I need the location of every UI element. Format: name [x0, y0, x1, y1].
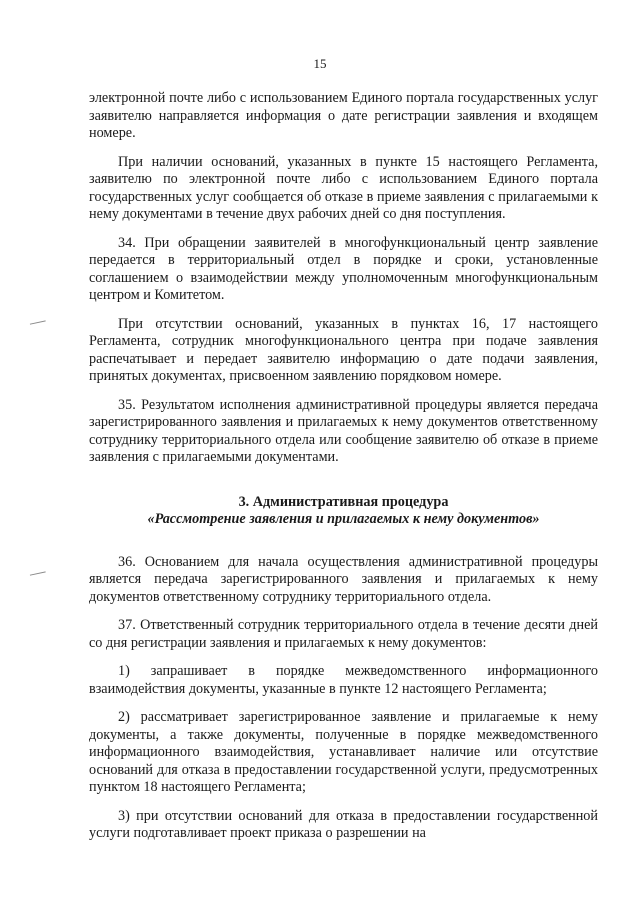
page-number: 15	[313, 56, 327, 71]
section-heading-title: 3. Административная процедура	[238, 493, 449, 510]
section-heading	[89, 494, 598, 529]
paragraph: При наличии оснований, указанных в пункте 15 настоящего Регламента, заявителю по электронной почте либо с использованием Единого портала государственных услуг сообщается об отказе в приеме заявления с прилагаемыми к нему документами в течение двух рабочих дней со дня поступления.	[89, 153, 598, 222]
list-item: 1) запрашивает в порядке межведомственного информационного взаимодействия документы, указанные в пункте 12 настоящего Регламента;	[89, 663, 598, 697]
document-body	[89, 90, 598, 854]
section-heading-subtitle: «Рассмотрение заявления и прилагаемых к нему документов»	[147, 511, 540, 527]
margin-mark	[30, 571, 46, 577]
margin-mark	[30, 320, 46, 326]
paragraph: 35. Результатом исполнения административной процедуры является передача зарегистрированного заявления и прилагаемых к нему документов ответственному сотруднику территориального отдела или сообщение заявителю об отказе в приеме заявления с прилагаемыми документами.	[89, 396, 598, 465]
paragraph: При отсутствии оснований, указанных в пунктах 16, 17 настоящего Регламента, сотрудник многофункционального центра при подаче заявления распечатывает и передает заявителю информацию о дате подачи заявления, принятых документах, присвоенном заявлению порядковом номере.	[89, 315, 598, 384]
paragraph: 34. При обращении заявителей в многофункциональный центр заявление передается в территориальный отдел в порядке и сроки, установленные соглашением о взаимодействии между уполномоченным многофункциональным центром и Комитетом.	[89, 234, 598, 303]
list-item: 2) рассматривает зарегистрированное заявление и прилагаемые к нему документы, а также документы, полученные в порядке межведомственного информационного взаимодействия, устанавливает наличие или отсутствие оснований для отказа в предоставлении государственной услуги, предусмотренных пунктом 18 настоящего Регламента;	[89, 709, 598, 795]
paragraph: 37. Ответственный сотрудник территориального отдела в течение десяти дней со дня регистрации заявления и прилагаемых к нему документов:	[89, 617, 598, 651]
paragraph: электронной почте либо с использованием Единого портала государственных услуг заявителю направляется информация о дате регистрации заявления и входящем номере.	[89, 90, 598, 141]
list-item: 3) при отсутствии оснований для отказа в предоставлении государственной услуги подготавливает проект приказа о разрешении на	[89, 807, 598, 841]
paragraph: 36. Основанием для начала осуществления административной процедуры является передача зарегистрированного заявления и прилагаемых к нему документов ответственному сотруднику территориального отдела.	[89, 553, 598, 605]
